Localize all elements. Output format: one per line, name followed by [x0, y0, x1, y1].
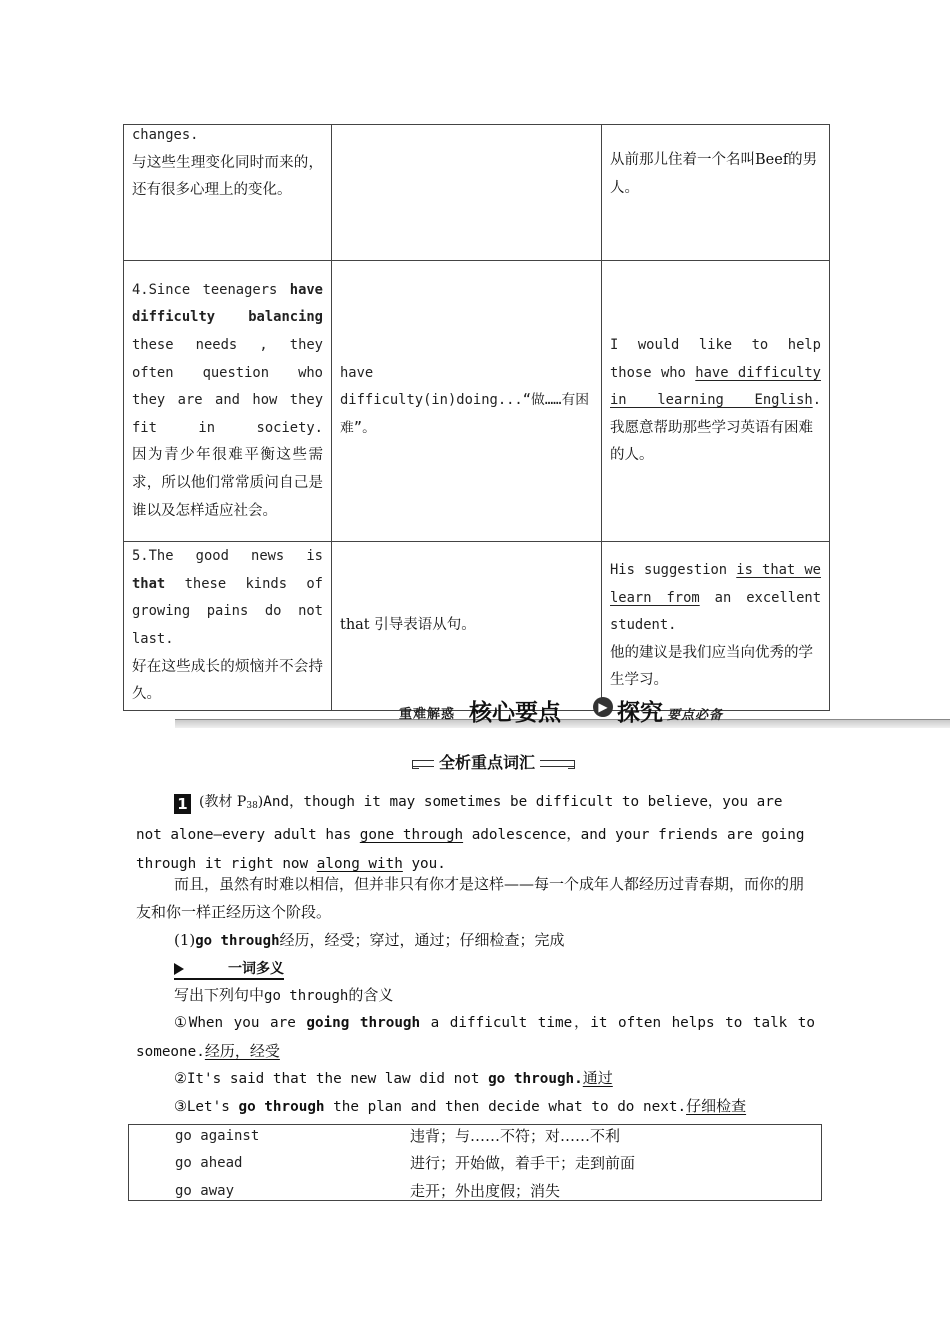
definition-meaning: 经历，经受；穿过，通过；仔细检查；完成	[279, 931, 565, 949]
exercise-answer: 通过	[582, 1069, 613, 1087]
phrase-meaning: 进行；开始做，着手干；走到前面	[410, 1154, 636, 1172]
banner-right-caption: 要点必备	[667, 708, 724, 723]
phrase: go away	[175, 1183, 235, 1199]
phrase: go ahead	[175, 1155, 243, 1171]
table-cell-sentence	[124, 125, 332, 261]
exercise-answer: 经历，经受	[204, 1042, 280, 1060]
table-cell-note	[332, 261, 602, 542]
section-banner	[175, 694, 950, 730]
sentence-chinese: 好在这些成长的烦恼并不会持久。	[132, 658, 323, 703]
exercise-3	[136, 1092, 815, 1121]
bracket-right-icon	[568, 760, 575, 769]
source-page: 38	[246, 801, 258, 811]
sentence-text: And，though it may sometimes be difficult to believe，you are not alone—every adult has	[136, 794, 783, 843]
item-1-source-sentence	[136, 787, 815, 878]
subsection-title	[412, 750, 575, 774]
table-cell-sentence	[124, 542, 332, 711]
example-text: I would like to help those who	[610, 337, 821, 381]
key-phrase: go through	[238, 1099, 325, 1115]
example-english	[610, 332, 821, 415]
example-chinese: 从前那儿住着一个名叫Beef的男人。	[610, 152, 818, 196]
table-cell-example	[602, 261, 830, 542]
definition-phrase: go through	[195, 933, 280, 949]
definition-number: (1)	[174, 931, 196, 949]
example-text: .	[812, 392, 821, 409]
table-row	[129, 1123, 821, 1149]
instruction-text: 写出下列句中	[174, 986, 265, 1004]
item-number-badge: 1	[174, 794, 191, 814]
exercise-1	[136, 1009, 815, 1066]
note-line: that 引导表语从句。	[340, 617, 476, 634]
sentence-chinese: 因为青少年很难平衡这些需求，所以他们常常质问自己是谁以及怎样适应社会。	[132, 447, 323, 519]
table-row	[129, 1150, 821, 1176]
polysemy-tag-line	[136, 954, 815, 982]
example-chinese: 我愿意帮助那些学习英语有困难的人。	[610, 419, 813, 464]
subsection-title-text: 全析重点词汇	[434, 750, 540, 773]
key-phrase: that	[132, 575, 166, 592]
exercise-instruction	[136, 981, 815, 1010]
sentence-text: these needs , they often question who they are and how they fit in society.	[132, 337, 323, 436]
table-cell-note	[332, 125, 602, 261]
note-line	[340, 387, 593, 442]
key-phrase: have difficulty balancing	[132, 281, 323, 326]
table-cell-note	[332, 542, 602, 711]
sentence-chinese: 与这些生理变化同时而来的，还有很多心理上的变化。	[132, 154, 323, 199]
table-cell-sentence	[124, 261, 332, 542]
key-phrase: along with	[316, 856, 403, 872]
key-phrase: go through.	[488, 1071, 583, 1087]
tag-text: 一词多义	[228, 961, 284, 977]
phrase-meaning: 走开；外出度假；消失	[410, 1182, 561, 1200]
sentence-text: 4.Since teenagers	[132, 281, 290, 298]
source-text: (教材 P	[199, 794, 247, 810]
phrase-meaning: 违背；与……不符；对……不利	[410, 1127, 621, 1145]
note-line: have	[340, 364, 374, 381]
table-row	[129, 1178, 821, 1204]
bracket-left-icon	[412, 760, 419, 769]
arrow-right-icon: ▶	[593, 697, 613, 717]
exercise-text: ①When you are	[174, 1015, 307, 1031]
exercise-2	[136, 1064, 815, 1093]
item-1-translation: 而且，虽然有时难以相信，但并非只有你才是这样——每一个成年人都经历过青春期，而你的朋友和你一样正经历这个阶段。	[136, 875, 805, 921]
table-row	[124, 125, 830, 261]
sentence-english	[132, 543, 323, 653]
banner-shadow	[175, 720, 950, 728]
example-english	[610, 557, 821, 640]
example-text: an excellent student.	[610, 589, 821, 634]
exercise-text: the plan and then decide what to do next.	[324, 1099, 687, 1115]
key-phrase: is that we learn from	[610, 562, 821, 606]
banner-left-caption: 重难解惑	[399, 707, 456, 722]
key-phrase: gone through	[359, 827, 464, 843]
sentence-english: changes.	[132, 127, 199, 143]
exercise-text: a difficult time，it often helps to talk to someone.	[136, 1015, 816, 1060]
exercise-text: ②It's said that the new law did not	[174, 1071, 489, 1087]
phrase-table	[128, 1124, 822, 1201]
vocabulary-sentence-table	[123, 124, 830, 711]
sentence-english	[132, 277, 323, 443]
sentence-text: 5.The good news is	[132, 548, 323, 565]
polysemy-tag	[174, 960, 284, 980]
note-text: difficulty(in)doing...“做……有困难”。	[340, 392, 590, 436]
source-reference	[199, 794, 263, 810]
example-chinese: 他的建议是我们应当向优秀的学生学习。	[610, 644, 813, 689]
instruction-phrase: go through	[264, 988, 349, 1004]
sentence-text: adolescence，and your friends are going through it right now	[136, 827, 805, 872]
sentence-text: these kinds of growing pains do not last.	[132, 575, 323, 647]
table-cell-example	[602, 125, 830, 261]
banner-title-part1: 核心要点	[469, 700, 561, 726]
table-cell-example	[602, 542, 830, 711]
exercise-text: ③Let's	[174, 1099, 239, 1115]
exercise-answer: 仔细检查	[686, 1097, 747, 1115]
phrase: go against	[175, 1128, 260, 1144]
item-1-definition	[136, 926, 815, 955]
example-text: His suggestion	[610, 562, 737, 579]
table-row	[124, 542, 830, 711]
key-phrase: have difficulty in learning English	[610, 364, 821, 409]
banner-title-part2: 探究	[617, 700, 663, 726]
key-phrase: going through	[306, 1015, 421, 1031]
instruction-text: 的含义	[348, 986, 394, 1004]
source-text: )	[257, 794, 264, 810]
sentence-text: you.	[402, 856, 446, 872]
triangle-right-icon	[174, 963, 184, 975]
table-row	[124, 261, 830, 542]
